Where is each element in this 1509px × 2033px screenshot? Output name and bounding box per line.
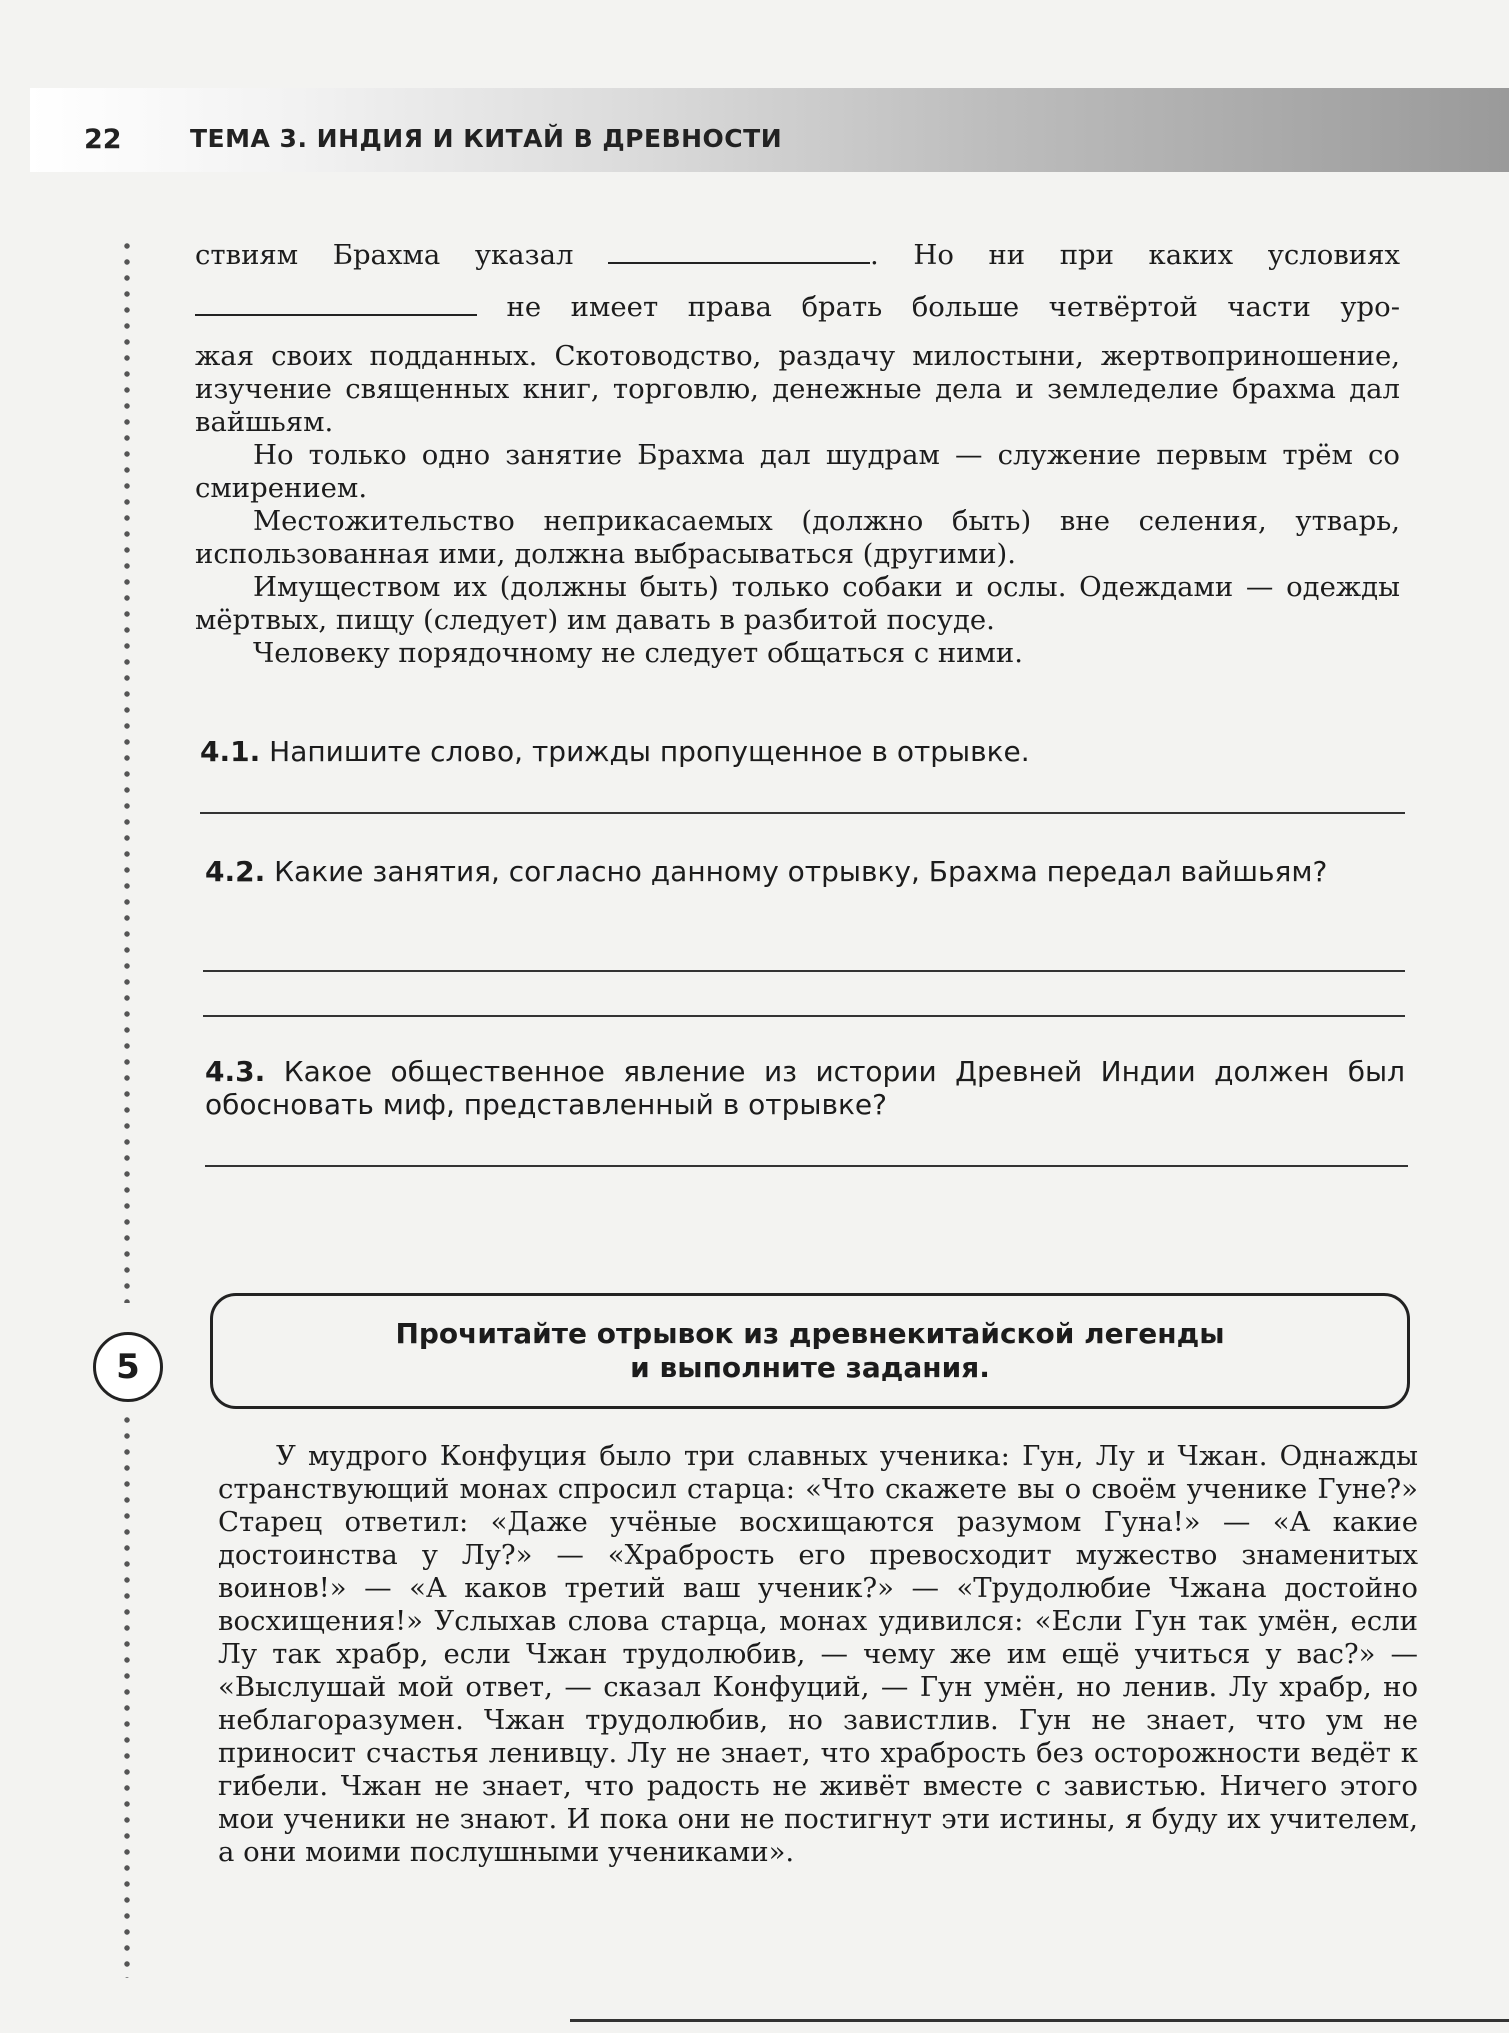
question-4-2 bbox=[205, 855, 1405, 888]
passage-text: не имеет права брать больше четвёртой части уро- bbox=[506, 291, 1400, 323]
passage-line-1 bbox=[195, 236, 1400, 272]
fill-blank-1[interactable] bbox=[608, 236, 870, 264]
answer-line-4-2b[interactable] bbox=[203, 1015, 1405, 1017]
margin-dots-bottom bbox=[122, 1412, 132, 1978]
passage-text: . Но ни при каких условиях bbox=[870, 239, 1400, 271]
bottom-rule bbox=[570, 2019, 1509, 2022]
passage-paragraph-5: Человеку порядочному не следует общаться с ними. bbox=[253, 637, 1023, 669]
passage-paragraph-4: Имуществом их (должны быть) только собаки и ослы. Одеждами — одежды мёртвых, пищу (следует) им давать в разбитой посуде. bbox=[195, 571, 1400, 636]
legend-paragraph: У мудрого Конфуция было три славных ученика: Гун, Лу и Чжан. Однажды странствующий монах спросил старца: «Что скажете вы о своём ученике Гуне?» Старец ответил: «Даже учёные восхищаются разумом Гуна!» — «А какие достоинства у Лу?» — «Храбрость его превосходит мужество знаменитых воинов!» — «А каков третий ваш ученик?» — «Трудолюбие Чжана достойно восхищения!» Услыхав слова старца, монах удивился: «Если Гун так умён, если Лу так храбр, если Чжан трудолюбив, — чему же им ещё учиться у вас?» — «Выслушай мой ответ, — сказал Конфуций, — Гун умён, но ленив. Лу храбр, но неблагоразумен. Чжан трудолюбив, но завистлив. Гун не знает, что ум не приносит счастья ленивцу. Лу не знает, что храбрость без осторожности ведёт к гибели. Чжан не знает, что радость не живёт вместе с завистью. Ничего этого мои ученики не знают. И пока они не постигнут эти истины, я буду их учителем, а они моими послушными учениками». bbox=[218, 1440, 1418, 1868]
question-text: Какое общественное явление из истории Древней Индии должен был обосновать миф, представленный в отрывке? bbox=[205, 1055, 1405, 1121]
question-number: 4.3. bbox=[205, 1055, 266, 1088]
answer-line-4-2a[interactable] bbox=[203, 970, 1405, 972]
margin-dots-top bbox=[122, 238, 132, 1303]
task-instruction-box bbox=[210, 1293, 1410, 1409]
page-number: 22 bbox=[84, 124, 122, 155]
instruction-line-1: Прочитайте отрывок из древнекитайской легенды bbox=[395, 1317, 1225, 1350]
fill-blank-2[interactable] bbox=[195, 288, 477, 316]
question-text: Какие занятия, согласно данному отрывку, Брахма передал вайшьям? bbox=[274, 855, 1328, 888]
passage bbox=[195, 236, 1400, 670]
passage-paragraph-1: жая своих подданных. Скотоводство, раздачу милостыни, жертвоприношение, изучение священных книг, торговлю, денежные дела и земледелие брахма дал вайшьям. bbox=[195, 340, 1400, 438]
passage-paragraph-2: Но только одно занятие Брахма дал шудрам — служение первым трём со смирением. bbox=[195, 439, 1400, 504]
passage-line-2 bbox=[195, 288, 1400, 324]
question-number: 4.2. bbox=[205, 855, 266, 888]
question-4-3 bbox=[205, 1055, 1405, 1121]
topic-title: ТЕМА 3. ИНДИЯ И КИТАЙ В ДРЕВНОСТИ bbox=[190, 124, 783, 153]
answer-line-4-1[interactable] bbox=[200, 812, 1405, 814]
question-text: Напишите слово, трижды пропущенное в отрывке. bbox=[269, 735, 1030, 768]
answer-line-4-3[interactable] bbox=[205, 1165, 1408, 1167]
task-number-badge: 5 bbox=[93, 1332, 163, 1402]
page-header bbox=[30, 88, 1509, 172]
legend-text-block bbox=[218, 1440, 1418, 1869]
question-number: 4.1. bbox=[200, 735, 261, 768]
question-4-1 bbox=[200, 735, 1405, 768]
passage-text: ствиям Брахма указал bbox=[195, 239, 574, 271]
passage-paragraph-3: Местожительство неприкасаемых (должно быть) вне селения, утварь, использованная ими, должна выбрасываться (другими). bbox=[195, 505, 1400, 570]
instruction-line-2: и выполните задания. bbox=[630, 1351, 990, 1384]
